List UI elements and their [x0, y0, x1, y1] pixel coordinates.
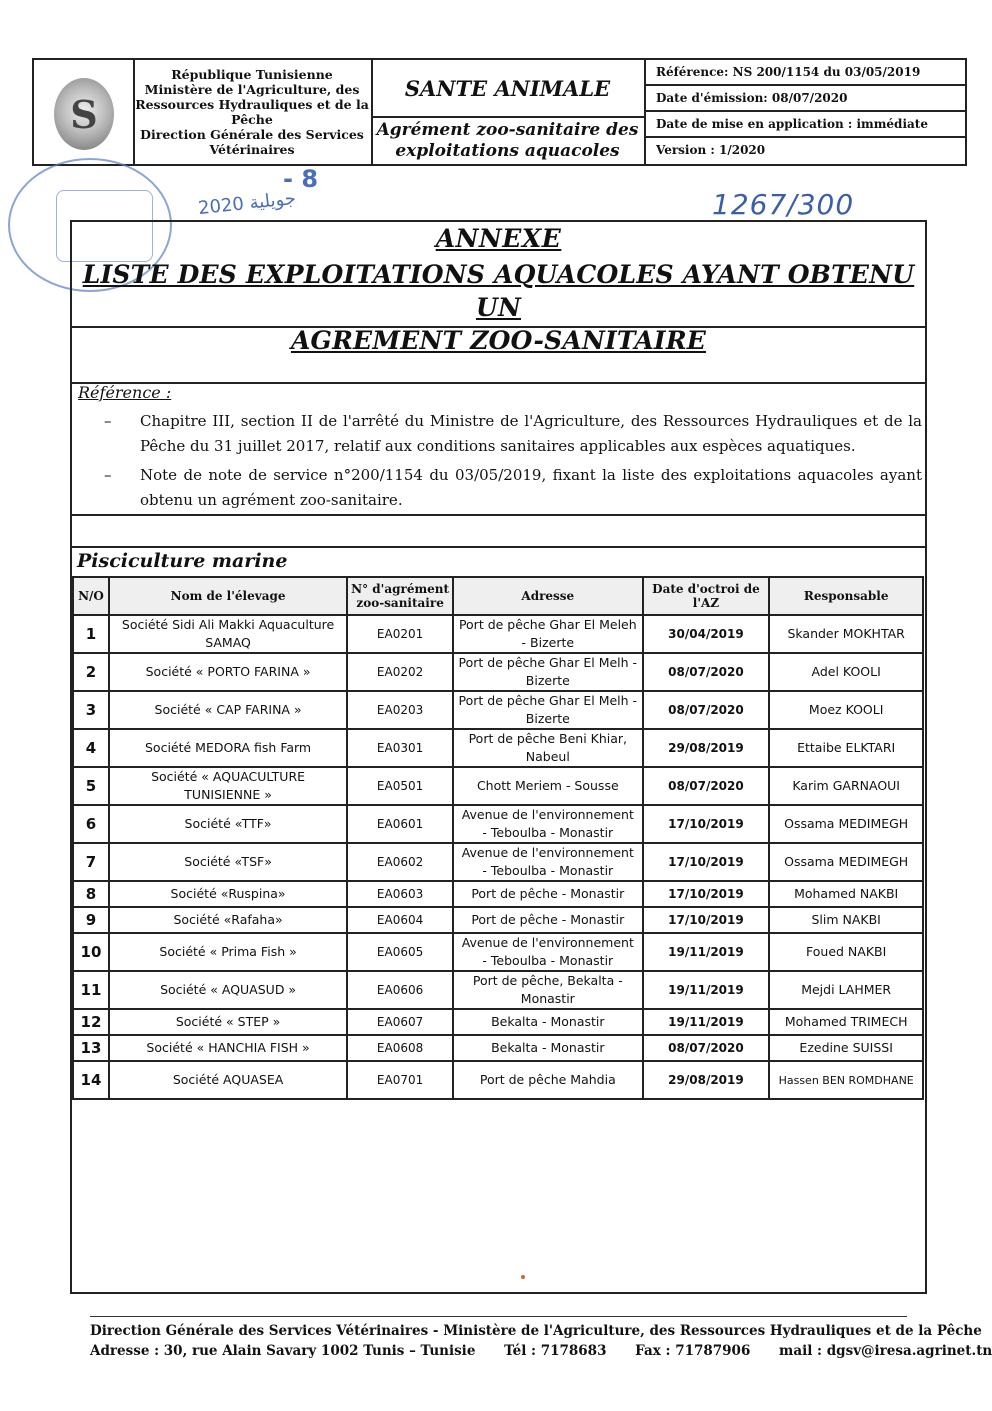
facility-name-cell: Société « PORTO FARINA » [109, 653, 347, 691]
table-row [73, 1061, 923, 1099]
logo-cell [34, 60, 135, 164]
divider [70, 546, 927, 548]
address-cell: Port de pêche Beni Khiar, Nabeul [453, 729, 643, 767]
application-date-field: Date de mise en application : immédiate [644, 112, 965, 138]
responsible-cell: Mejdi LAHMER [769, 971, 923, 1009]
footer-contact [90, 1343, 992, 1359]
organization-block [133, 60, 373, 164]
grant-date-cell: 08/07/2020 [643, 691, 770, 729]
handwritten-reference: 1267/300 [712, 188, 855, 221]
row-number-cell: 11 [73, 971, 109, 1009]
footer-fax: Fax : 71787906 [635, 1343, 751, 1359]
row-number-cell: 7 [73, 843, 109, 881]
grant-date-cell: 08/07/2020 [643, 653, 770, 691]
address-cell: Port de pêche Ghar El Meleh - Bizerte [453, 615, 643, 653]
column-header: Adresse [453, 577, 643, 615]
reference-item: – Note de note de service n°200/1154 du 03/05/2019, fixant la liste des exploitations aquacoles ayant obtenu un agrément zoo-sanitaire. [104, 466, 922, 509]
grant-date-cell: 19/11/2019 [643, 1009, 770, 1035]
approval-number-cell: EA0201 [347, 615, 453, 653]
responsible-cell: Adel KOOLI [769, 653, 923, 691]
approval-number-cell: EA0301 [347, 729, 453, 767]
grant-date-cell: 30/04/2019 [643, 615, 770, 653]
facility-name-cell: Société « STEP » [109, 1009, 347, 1035]
grant-date-cell: 08/07/2020 [643, 767, 770, 805]
row-number-cell: 2 [73, 653, 109, 691]
table-row [73, 615, 923, 653]
responsible-cell: Skander MOKHTAR [769, 615, 923, 653]
responsible-cell: Ezedine SUISSI [769, 1035, 923, 1061]
reference-field: Référence: NS 200/1154 du 03/05/2019 [644, 60, 965, 86]
table-row [73, 729, 923, 767]
responsible-cell: Mohamed NAKBI [769, 881, 923, 907]
approval-number-cell: EA0701 [347, 1061, 453, 1099]
column-header: N/O [73, 577, 109, 615]
approval-table [72, 576, 924, 1100]
org-line: Ministère de l'Agriculture, des Ressources Hydrauliques et de la Pêche [135, 82, 369, 127]
row-number-cell: 14 [73, 1061, 109, 1099]
approval-number-cell: EA0605 [347, 933, 453, 971]
grant-date-cell: 17/10/2019 [643, 907, 770, 933]
row-number-cell: 13 [73, 1035, 109, 1061]
stamp-date: 2020 جويلية [197, 187, 297, 220]
responsible-cell: Slim NAKBI [769, 907, 923, 933]
table-row [73, 805, 923, 843]
row-number-cell: 1 [73, 615, 109, 653]
emission-date-field: Date d'émission: 08/07/2020 [644, 86, 965, 112]
approval-number-cell: EA0202 [347, 653, 453, 691]
section-title: SANTE ANIMALE [371, 60, 644, 118]
grant-date-cell: 29/08/2019 [643, 729, 770, 767]
title-line: AGREMENT ZOO-SANITAIRE [290, 326, 707, 355]
responsible-cell: Ettaibe ELKTARI [769, 729, 923, 767]
facility-name-cell: Société MEDORA fish Farm [109, 729, 347, 767]
address-cell: Port de pêche - Monastir [453, 881, 643, 907]
approval-number-cell: EA0606 [347, 971, 453, 1009]
row-number-cell: 10 [73, 933, 109, 971]
stamp-day: - 8 [283, 165, 319, 193]
responsible-cell: Foued NAKBI [769, 933, 923, 971]
address-cell: Avenue de l'environnement - Teboulba - Monastir [453, 933, 643, 971]
approval-number-cell: EA0601 [347, 805, 453, 843]
address-cell: Avenue de l'environnement - Teboulba - Monastir [453, 805, 643, 843]
facility-name-cell: Société « AQUACULTURE TUNISIENNE » [109, 767, 347, 805]
row-number-cell: 6 [73, 805, 109, 843]
address-cell: Bekalta - Monastir [453, 1035, 643, 1061]
table-row [73, 933, 923, 971]
address-cell: Bekalta - Monastir [453, 1009, 643, 1035]
table-row [73, 971, 923, 1009]
row-number-cell: 8 [73, 881, 109, 907]
table-row [73, 691, 923, 729]
row-number-cell: 3 [73, 691, 109, 729]
approval-number-cell: EA0608 [347, 1035, 453, 1061]
subject-title: Agrément zoo-sanitaire des exploitations aquacoles [376, 120, 639, 161]
divider [70, 382, 927, 384]
table-row [73, 843, 923, 881]
facility-name-cell: Société « AQUASUD » [109, 971, 347, 1009]
facility-name-cell: Société « HANCHIA FISH » [109, 1035, 347, 1061]
facility-name-cell: Société AQUASEA [109, 1061, 347, 1099]
address-cell: Port de pêche, Bekalta - Monastir [453, 971, 643, 1009]
column-header: N° d'agrément zoo-sanitaire [347, 577, 453, 615]
row-number-cell: 4 [73, 729, 109, 767]
grant-date-cell: 29/08/2019 [643, 1061, 770, 1099]
row-number-cell: 9 [73, 907, 109, 933]
annex-heading: ANNEXE [435, 224, 562, 253]
facility-name-cell: Société « Prima Fish » [109, 933, 347, 971]
responsible-cell: Ossama MEDIMEGH [769, 805, 923, 843]
table-row [73, 1009, 923, 1035]
version-field: Version : 1/2020 [656, 143, 766, 157]
approval-number-cell: EA0603 [347, 881, 453, 907]
responsible-cell: Hassen BEN ROMDHANE [769, 1061, 923, 1099]
footer-divider [90, 1316, 907, 1317]
reference-item: – Chapitre III, section II de l'arrêté du Ministre de l'Agriculture, des Ressources Hydrauliques et de la Pêche du 31 juillet 2017, relatif aux conditions sanitaires applicables aux espèces aquatiques. [104, 412, 922, 455]
footer-organization: Direction Générale des Services Vétérinaires - Ministère de l'Agriculture, des Ressources Hydrauliques et de la Pêche [90, 1323, 982, 1339]
metadata-block [644, 60, 965, 164]
org-line: Direction Générale des Services Vétérinaires [140, 127, 364, 157]
approval-number-cell: EA0607 [347, 1009, 453, 1035]
table-row [73, 907, 923, 933]
approval-number-cell: EA0602 [347, 843, 453, 881]
table-row [73, 881, 923, 907]
responsible-cell: Moez KOOLI [769, 691, 923, 729]
row-number-cell: 5 [73, 767, 109, 805]
grant-date-cell: 19/11/2019 [643, 933, 770, 971]
column-header: Date d'octroi de l'AZ [643, 577, 770, 615]
footer-phone: Tél : 7178683 [504, 1343, 607, 1359]
facility-name-cell: Société «Ruspina» [109, 881, 347, 907]
address-cell: Chott Meriem - Sousse [453, 767, 643, 805]
responsible-cell: Mohamed TRIMECH [769, 1009, 923, 1035]
grant-date-cell: 17/10/2019 [643, 805, 770, 843]
table-row [73, 1035, 923, 1061]
facility-name-cell: Société « CAP FARINA » [109, 691, 347, 729]
column-header: Nom de l'élevage [109, 577, 347, 615]
grant-date-cell: 19/11/2019 [643, 971, 770, 1009]
responsible-cell: Ossama MEDIMEGH [769, 843, 923, 881]
title-line: LISTE DES EXPLOITATIONS AQUACOLES AYANT OBTENU UN [82, 260, 915, 322]
approval-number-cell: EA0501 [347, 767, 453, 805]
address-cell: Port de pêche Ghar El Melh - Bizerte [453, 691, 643, 729]
document-title [70, 258, 927, 357]
footer-address: Adresse : 30, rue Alain Savary 1002 Tunis – Tunisie [90, 1343, 476, 1359]
category-title: Pisciculture marine [77, 550, 288, 572]
address-cell: Port de pêche - Monastir [453, 907, 643, 933]
ministry-seal-icon: S [54, 78, 114, 150]
speck [521, 1275, 525, 1279]
grant-date-cell: 08/07/2020 [643, 1035, 770, 1061]
facility-name-cell: Société «TTF» [109, 805, 347, 843]
footer-email: mail : dgsv@iresa.agrinet.tn [779, 1343, 992, 1359]
subject-block [371, 60, 646, 164]
grant-date-cell: 17/10/2019 [643, 881, 770, 907]
responsible-cell: Karim GARNAOUI [769, 767, 923, 805]
divider [70, 514, 927, 516]
grant-date-cell: 17/10/2019 [643, 843, 770, 881]
approval-number-cell: EA0203 [347, 691, 453, 729]
table-row [73, 767, 923, 805]
facility-name-cell: Société Sidi Ali Makki Aquaculture SAMAQ [109, 615, 347, 653]
document-header [32, 58, 967, 166]
org-line: République Tunisienne [171, 67, 333, 82]
column-header: Responsable [769, 577, 923, 615]
row-number-cell: 12 [73, 1009, 109, 1035]
approval-number-cell: EA0604 [347, 907, 453, 933]
table-header-row [73, 577, 923, 615]
facility-name-cell: Société «Rafaha» [109, 907, 347, 933]
address-cell: Avenue de l'environnement - Teboulba - Monastir [453, 843, 643, 881]
reference-label: Référence : [78, 383, 172, 402]
table-row [73, 653, 923, 691]
facility-name-cell: Société «TSF» [109, 843, 347, 881]
address-cell: Port de pêche Ghar El Melh - Bizerte [453, 653, 643, 691]
address-cell: Port de pêche Mahdia [453, 1061, 643, 1099]
